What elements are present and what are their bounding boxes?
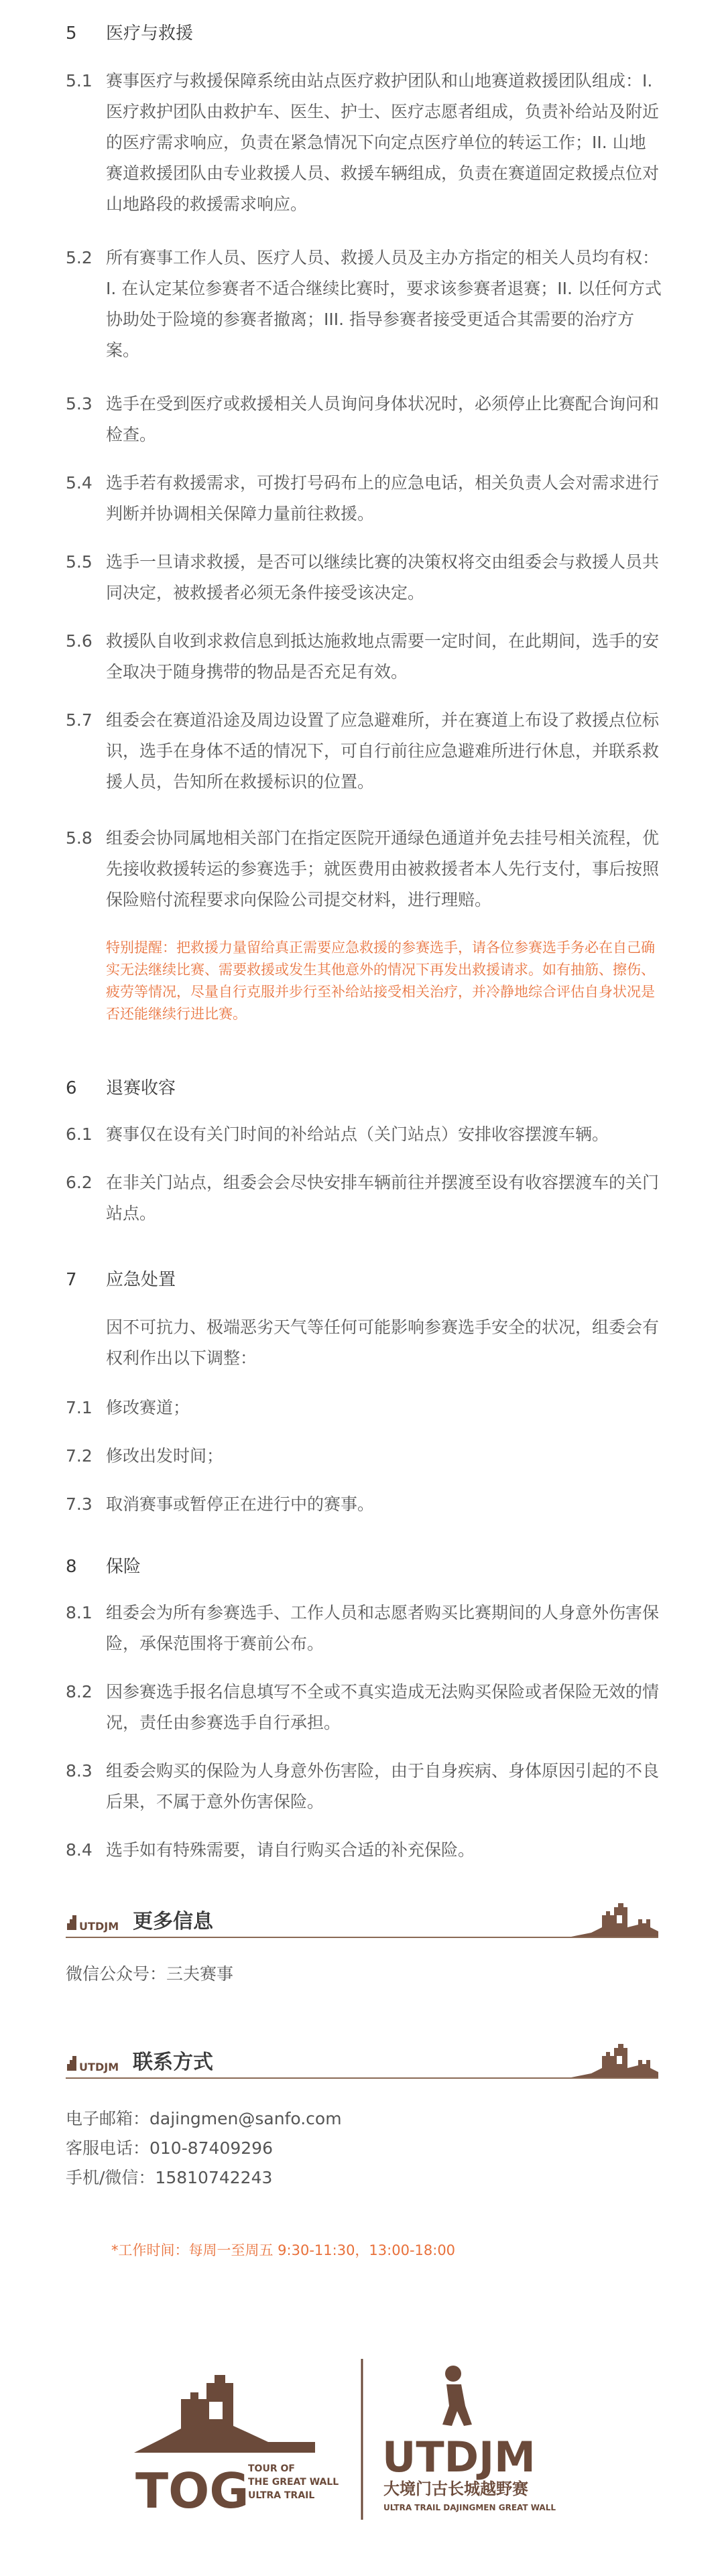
section-insurance	[66, 1553, 662, 1580]
intro-text: 因不可抗力、极端恶劣天气等任何可能影响参赛选手安全的状况，组委会有权利作出以下调整：	[106, 1317, 660, 1368]
utdjm-banner-logo-icon	[66, 1910, 122, 1935]
item-5-6	[66, 626, 662, 688]
section-title: 医疗与救援	[106, 23, 194, 44]
item-number: 7.1	[66, 1398, 93, 1417]
item-number: 5.4	[66, 473, 93, 493]
item-text: 在非关门站点，组委会会尽快安排车辆前往并摆渡至设有收容摆渡车的关门站点。	[106, 1173, 660, 1223]
item-text: 选手如有特殊需要，请自行购买合适的补充保险。	[106, 1840, 475, 1860]
contact-info	[66, 2104, 342, 2193]
divider	[66, 2077, 658, 2079]
item-text: 所有赛事工作人员、医疗人员、救援人员及主办方指定的相关人员均有权：I. 在认定某位参赛者不适合继续比赛时，要求该参赛者退赛；II. 以任何方式协助处于险境的参赛者撤离；III. 指导参赛者接受更适合其需要的治疗方案。	[106, 248, 662, 360]
svg-text:DJM: DJM	[95, 1920, 119, 1933]
item-text: 赛事医疗与救援保障系统由站点医疗救护团队和山地赛道救援团队组成：I. 医疗救护团队由救护车、医生、护士、医疗志愿者组成，负责补给站及附近的医疗需求响应，负责在紧急情况下向定点医疗单位的转运工作；II. 山地赛道救援团队由专业救援人员、救援车辆组成，负责在赛道固定救援点位对山地路段的救援需求响应。	[106, 71, 660, 214]
contact-title: 联系方式	[133, 2051, 213, 2074]
item-text: 取消赛事或暂停正在进行中的赛事。	[106, 1494, 375, 1514]
section-number: 8	[66, 1557, 77, 1577]
email-line[interactable]: 电子邮箱：dajingmen@sanfo.com	[66, 2109, 342, 2128]
item-5-3	[66, 389, 662, 450]
warning-text: 特别提醒：把救援力量留给真正需要应急救援的参赛选手，请各位参赛选手务必在自己确实无法继续比赛、需要救援或发生其他意外的情况下再发出救援请求。如有抽筋、擦伤、疲劳等情况，尽量自行克服并步行至补给站接受相关治疗，并冷静地综合评估自身状况是否还能继续行进比赛。	[106, 940, 655, 1022]
item-7-3	[66, 1489, 662, 1520]
svg-text:UT: UT	[79, 1920, 95, 1933]
item-number: 5.2	[66, 248, 93, 267]
more-info-banner	[66, 1902, 658, 1942]
item-number: 6.2	[66, 1173, 93, 1192]
item-text: 因参赛选手报名信息填写不全或不真实造成无法购买保险或者保险无效的情况，责任由参赛选手自行承担。	[106, 1682, 660, 1732]
section-intro	[66, 1312, 662, 1374]
phone-line[interactable]: 客服电话：010-87409296	[66, 2138, 273, 2158]
item-5-7	[66, 705, 662, 797]
footer-logos	[134, 2359, 603, 2526]
great-wall-icon	[571, 1901, 658, 1938]
section-number: 6	[66, 1078, 77, 1098]
utdjm-logo	[382, 2366, 556, 2512]
item-text: 组委会协同属地相关部门在指定医院开通绿色通道并免去挂号相关流程，优先接收救援转运的参赛选手；就医费用由被救援者本人先行支付，事后按照保险赔付流程要求向保险公司提交材料，进行理赔。	[106, 828, 660, 909]
utdjm-banner-logo-icon	[66, 2051, 122, 2076]
item-number: 7.2	[66, 1446, 93, 1466]
item-6-1	[66, 1119, 662, 1150]
tog-line3: ULTRA TRAIL	[248, 2490, 315, 2501]
warning-note	[66, 937, 662, 1025]
section-heading	[66, 1075, 662, 1102]
item-8-3	[66, 1756, 662, 1817]
tog-logo	[134, 2375, 339, 2519]
item-5-8	[66, 823, 662, 915]
item-8-2	[66, 1677, 662, 1738]
item-5-4	[66, 468, 662, 529]
section-heading	[66, 1267, 662, 1293]
item-5-5	[66, 547, 662, 608]
item-8-1	[66, 1598, 662, 1659]
item-number: 5.8	[66, 828, 93, 848]
item-number: 6.1	[66, 1124, 93, 1144]
item-5-2	[66, 243, 662, 366]
tog-mark: TOG	[135, 2463, 249, 2519]
item-number: 5.5	[66, 552, 93, 572]
item-text: 救援队自收到求救信息到抵达施救地点需要一定时间，在此期间，选手的安全取决于随身携带的物品是否充足有效。	[106, 631, 660, 682]
item-text: 赛事仅在设有关门时间的补给站点（关门站点）安排收容摆渡车辆。	[106, 1124, 609, 1144]
item-text: 组委会购买的保险为人身意外伤害险，由于自身疾病、身体原因引起的不良后果，不属于意外伤害保险。	[106, 1761, 660, 1811]
item-7-2	[66, 1441, 662, 1472]
item-number: 7.3	[66, 1494, 93, 1514]
section-number: 7	[66, 1270, 77, 1290]
utdjm-english-name: ULTRA TRAIL DAJINGMEN GREAT WALL	[383, 2503, 556, 2512]
item-text: 选手若有救援需求，可拨打号码布上的应急电话，相关负责人会对需求进行判断并协调相关保障力量前往救援。	[106, 473, 660, 523]
section-title: 保险	[106, 1557, 141, 1577]
divider	[66, 1937, 658, 1938]
item-number: 8.4	[66, 1840, 93, 1860]
item-number: 5.1	[66, 71, 93, 90]
item-text: 组委会为所有参赛选手、工作人员和志愿者购买比赛期间的人身意外伤害保险，承保范围将于赛前公布。	[106, 1603, 660, 1653]
utdjm-mark: UTDJM	[382, 2433, 536, 2482]
item-text: 修改出发时间；	[106, 1446, 224, 1466]
section-withdrawal	[66, 1075, 662, 1102]
contact-banner	[66, 2043, 658, 2083]
item-8-4	[66, 1835, 662, 1866]
utdjm-chinese-name: 大境门古长城越野赛	[383, 2480, 528, 2498]
item-number: 8.3	[66, 1761, 93, 1781]
section-number: 5	[66, 23, 77, 44]
svg-text:UT: UT	[79, 2061, 95, 2073]
item-number: 5.6	[66, 631, 93, 651]
item-text: 选手一旦请求救援，是否可以继续比赛的决策权将交由组委会与救援人员共同决定，被救援者必须无条件接受该决定。	[106, 552, 660, 602]
item-number: 8.1	[66, 1603, 93, 1622]
item-text: 组委会在赛道沿途及周边设置了应急避难所，并在赛道上布设了救援点位标识，选手在身体不适的情况下，可自行前往应急避难所进行休息，并联系救援人员，告知所在救援标识的位置。	[106, 710, 660, 791]
item-5-1	[66, 66, 662, 220]
section-emergency	[66, 1267, 662, 1293]
section-title: 退赛收容	[106, 1078, 176, 1098]
more-info-title: 更多信息	[133, 1910, 213, 1933]
item-text: 修改赛道；	[106, 1398, 190, 1417]
section-medical	[66, 20, 662, 47]
tog-line1: TOUR OF	[248, 2463, 295, 2474]
section-heading	[66, 1553, 662, 1580]
item-6-2	[66, 1167, 662, 1229]
mobile-line[interactable]: 手机/微信：15810742243	[66, 2168, 273, 2187]
work-hours: *工作时间：每周一至周五 9:30-11:30，13:00-18:00	[111, 2242, 456, 2258]
section-title: 应急处置	[106, 1270, 176, 1290]
wechat-account: 微信公众号：三夫赛事	[66, 1964, 234, 1984]
item-number: 8.2	[66, 1682, 93, 1701]
section-heading	[66, 20, 662, 47]
great-wall-icon	[571, 2041, 658, 2079]
tog-line2: THE GREAT WALL	[248, 2477, 339, 2488]
item-7-1	[66, 1393, 662, 1423]
item-number: 5.7	[66, 710, 93, 730]
item-number: 5.3	[66, 394, 93, 413]
brand-logos-graphic	[134, 2359, 603, 2526]
item-text: 选手在受到医疗或救援相关人员询问身体状况时，必须停止比赛配合询问和检查。	[106, 394, 660, 444]
svg-text:DJM: DJM	[95, 2061, 119, 2073]
